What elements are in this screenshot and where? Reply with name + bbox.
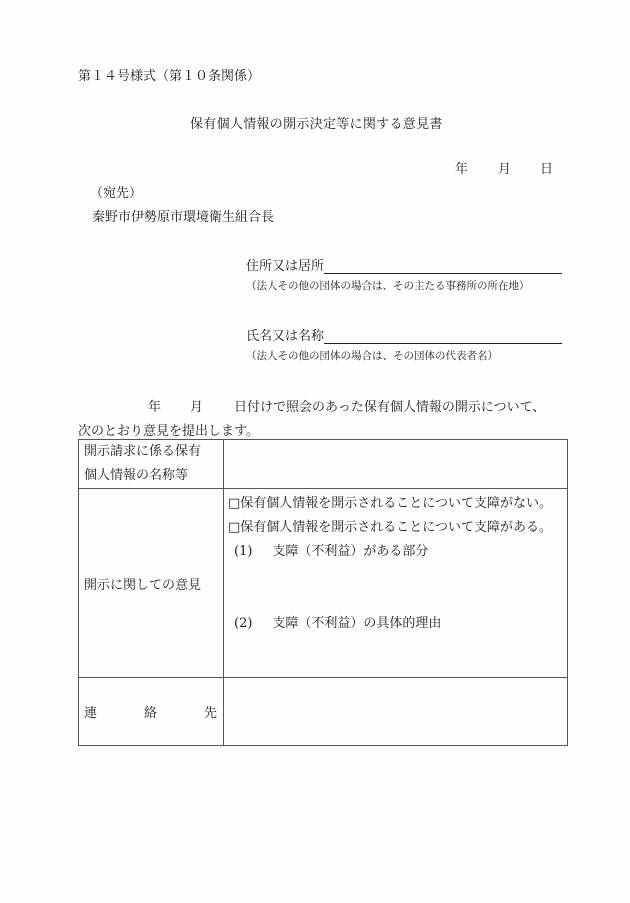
table-row-contact bbox=[79, 678, 568, 746]
intro-month: 月 bbox=[190, 400, 204, 415]
table-row-info-name bbox=[79, 440, 568, 489]
page-title: 保有個人情報の開示決定等に関する意見書 bbox=[190, 117, 443, 132]
item-reason: (2) 支障（不利益）の具体的理由 bbox=[234, 616, 442, 631]
intro-line1: 日付けで照会のあった保有個人情報の開示について、 bbox=[234, 400, 546, 415]
info-name-field[interactable] bbox=[224, 440, 568, 489]
address-label: 住所又は居所 bbox=[246, 259, 325, 274]
date-month-label: 月 bbox=[498, 162, 512, 177]
form-number: 第１４号様式（第１０条関係） bbox=[78, 69, 261, 84]
checkbox-no-issue[interactable]: □ bbox=[228, 496, 241, 511]
option-issue[interactable]: □保有個人情報を開示されることについて支障がある。 bbox=[228, 520, 553, 535]
checkbox-issue[interactable]: □ bbox=[228, 520, 241, 535]
intro-year: 年 bbox=[148, 400, 162, 415]
table-row-opinion bbox=[79, 489, 568, 678]
date-day-label: 日 bbox=[540, 162, 554, 177]
item-affected-part: (1) 支障（不利益）がある部分 bbox=[234, 544, 429, 559]
opinion-table bbox=[78, 439, 568, 746]
name-label: 氏名又は名称 bbox=[246, 329, 325, 344]
address-note: （法人その他の団体の場合は、その主たる事務所の所在地） bbox=[246, 280, 530, 292]
opinion-cell bbox=[224, 489, 568, 678]
label-opinion: 開示に関しての意見 bbox=[79, 489, 224, 678]
label-contact: 連 絡 先 bbox=[79, 678, 224, 746]
name-note: （法人その他の団体の場合は、その団体の代表者名） bbox=[246, 350, 498, 362]
label-info-name: 開示請求に係る保有 個人情報の名称等 bbox=[79, 440, 224, 489]
addressee-name: 秦野市伊勢原市環境衛生組合長 bbox=[92, 210, 275, 225]
option-no-issue[interactable]: □保有個人情報を開示されることについて支障がない。 bbox=[228, 496, 553, 511]
date-year-label: 年 bbox=[455, 162, 469, 177]
intro-line2: 次のとおり意見を提出します。 bbox=[78, 424, 259, 439]
address-input-line[interactable] bbox=[324, 259, 562, 274]
name-input-line[interactable] bbox=[324, 329, 562, 344]
contact-field[interactable] bbox=[224, 678, 568, 746]
name-field[interactable] bbox=[246, 325, 562, 344]
addressee-label: （宛先） bbox=[90, 186, 143, 201]
affected-part-field[interactable] bbox=[228, 564, 567, 612]
address-field[interactable] bbox=[246, 255, 562, 274]
